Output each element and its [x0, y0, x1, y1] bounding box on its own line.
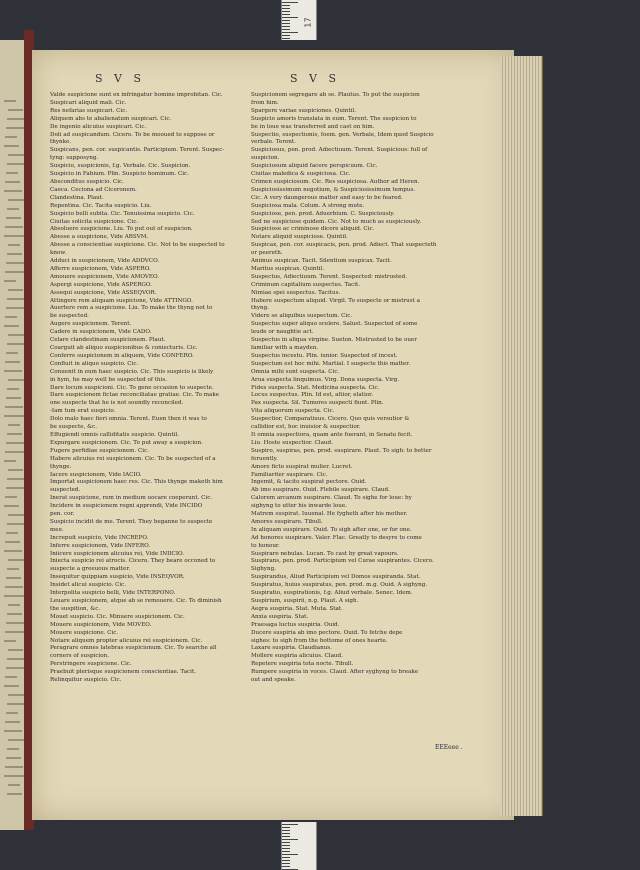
text-line: Laxare suspiria. Claudianus. — [251, 645, 332, 652]
text-line: out and speake. — [251, 677, 296, 684]
facing-page-line — [6, 757, 21, 759]
text-line: Suspicio amoris translata in eum. Terent. The suspicion to — [251, 115, 417, 122]
text-line: Suspectum est hoc mihi. Martial. I suspecte this matter. — [251, 360, 411, 367]
running-head-right: S V S — [290, 72, 341, 85]
bottom-scale-ruler — [281, 822, 317, 870]
facing-page-line — [6, 577, 21, 579]
facing-page-line — [6, 172, 18, 174]
facing-page-line — [7, 118, 25, 120]
text-line: Suspicari aliquid mali. Cic. — [50, 99, 127, 106]
text-line: Suspiciosum aliquid facere perspicuum. Cic. — [251, 163, 378, 170]
text-line: Aliquem abs te abalienatum suspicari. Cic. — [50, 115, 172, 122]
text-line: Suspirandus, Aliud Participium vel Domos suspiranda. Stat. — [251, 574, 421, 581]
text-line: know. — [50, 250, 67, 257]
text-line: Interpolita suspicio belli, Vide INTERPONO. — [50, 590, 176, 597]
text-line: Peragrare omnes latebras suspicionum. Cic. To searche all — [50, 645, 217, 652]
text-line: be suspecte, &c. — [50, 424, 98, 431]
text-line: Increpuit suspicio, Vide INCREPO. — [50, 534, 149, 541]
text-line: Iniecta suspicio rei atrocis. Cicero. They beare occoned to — [50, 558, 216, 565]
text-line: familiar with a mayden. — [251, 345, 319, 351]
text-line: Arua suspecta linquimus. Virg. Dona suspecta. Virg. — [251, 376, 400, 383]
facing-page-line — [7, 253, 22, 255]
ruler-tick — [282, 851, 290, 852]
facing-page-line — [4, 640, 16, 642]
facing-page-line — [7, 568, 19, 570]
text-line: Aspergi suspicione, Vide ASPERGO. — [50, 281, 152, 288]
text-line: Insidet alicui suspicio. Cic. — [50, 582, 127, 589]
ruler-tick — [282, 845, 290, 846]
text-line: Fides suspecta. Stat. Medicina suspecta. Cic. — [251, 384, 380, 391]
text-line: Locus suspectus. Plin. Id est, altior, elatior. — [251, 392, 373, 399]
text-line: one suspecte that he is not soundly reconciled. — [50, 400, 184, 407]
text-line: thynge. — [50, 463, 72, 470]
text-line: Repetere suspiria tota nocte. Tibull. — [251, 661, 354, 668]
text-line: Mollere suspiria alicuius. Claud. — [251, 653, 343, 660]
text-line: Suspiratus, huius suspiratus, pen. prod. m.g. Ouid. A sighyng. — [251, 582, 428, 589]
text-line: Suspectior, Comparatiuus. Cicero. Quo quis versutior & — [251, 416, 410, 423]
text-line: Suspirans, pen. prod. Participium vel Curae suspirantes. Cicero. — [251, 558, 434, 565]
text-line: Conferre suspicionem in aliquem, Vide CONFERO. — [50, 352, 194, 359]
text-line: Habere alicuius rei suspicionem. Cic. To be suspected of a — [50, 455, 216, 462]
facing-page-line — [8, 109, 23, 111]
facing-page-line — [6, 622, 24, 624]
facing-page-line — [5, 766, 23, 768]
facing-page-line — [6, 262, 24, 264]
text-line: leude or naughtie act. — [251, 329, 314, 336]
ruler-tick — [282, 830, 290, 831]
text-line: Conuenit in eum haec suspicio. Cic. This suspicio is likely — [50, 368, 214, 375]
text-line: Iacere suspicionem, Vide IACIO. — [50, 471, 142, 478]
ruler-tick — [282, 836, 290, 837]
facing-page-line — [5, 541, 20, 543]
facing-page-line — [4, 370, 22, 372]
text-line: Fugere perfidiae suspicionem. Cic. — [50, 447, 149, 454]
text-line: Dolo malo haec fieri omnia. Terent. Euen then it was to — [50, 416, 207, 423]
facing-page-line — [4, 595, 25, 597]
text-line: the suspition, &c. — [50, 605, 101, 612]
facing-page-line — [6, 217, 21, 219]
text-line: Matrem suspirat. Iuuenal. He fygheth after his mother. — [251, 511, 408, 518]
text-line: thyng. — [251, 305, 269, 312]
text-line: Notare aliquem propter alicuius rei suspicionem. Cic. — [50, 637, 203, 644]
ruler-tick — [282, 2, 298, 3]
ruler-tick — [282, 842, 290, 843]
text-line: Caeca. Ceciona ad Ciceronem. — [50, 186, 137, 193]
text-line: sighyng to utter his inwarde loue. — [251, 503, 347, 510]
ruler-tick — [282, 863, 290, 864]
text-line: Vita aliquorum suspecta. Cic. — [251, 408, 335, 415]
facing-page-line — [4, 550, 22, 552]
text-line: Animus suspicax. Tacit. Silentium suspicax. Tacit. — [251, 258, 392, 265]
text-line: Crimen suspiciosum. Cic. Res suspiciosa. Author ad Heren. — [251, 178, 420, 185]
text-line: Dare locum suspicioni. Cic. To gene occasion to suspecte. — [50, 384, 214, 391]
ruler-tick — [282, 32, 298, 33]
facing-page-line — [7, 388, 19, 390]
facing-page-line — [5, 316, 17, 318]
facing-page-line — [4, 505, 19, 507]
text-line: Suspicio in Fabium. Plin. Suspicio hominum. Cic. — [50, 171, 189, 178]
facing-page-line — [7, 433, 22, 435]
facing-page-line — [4, 730, 22, 732]
text-line: Spargere variae suspiciones. Quintil. — [251, 107, 356, 114]
facing-page-line — [4, 685, 19, 687]
ruler-tick — [282, 23, 290, 24]
text-line: Suspicax, pen. cor. suspicacis, pen. prod. Adiect. That suspecteth — [251, 242, 437, 249]
ruler-tick — [282, 20, 290, 21]
ruler-tick — [282, 11, 290, 12]
text-line: Suspicans, pen. cor. suspicantis. Participium. Terent. Suspec- — [50, 147, 225, 154]
text-line: corners of suspicion. — [50, 653, 110, 660]
facing-page-line — [4, 280, 16, 282]
text-line: Suspiciosissimum negotium, & Suspiciosissimum tempus. — [251, 186, 416, 193]
text-line: Adduci in suspicionem, Vide ADDVCO. — [50, 258, 160, 265]
text-line: Clandestina. Plaut. — [50, 194, 104, 201]
facing-page-line — [4, 235, 25, 237]
text-line: Mouet suspicio. Cic. Minuere suspicionem. Cic. — [50, 613, 185, 620]
text-line: Criminum capitalium suspectus. Tacit. — [251, 281, 361, 288]
facing-page-line — [5, 496, 17, 498]
ruler-tick — [282, 26, 290, 27]
top-scale-ruler — [281, 0, 317, 40]
text-line: Abesse a conscientiae suspicione. Cic. Not to be suspected to — [50, 242, 225, 249]
ruler-tick — [282, 35, 290, 36]
text-line: Aegra suspiria. Stat. Muta. Stat. — [251, 605, 343, 612]
text-line: sighes: to sigh from the bottome of ones hearte. — [251, 637, 388, 644]
text-line: Assequi suspicione, Vide ASSEQVOR. — [50, 289, 157, 296]
ruler-tick — [282, 824, 298, 825]
facing-page-line — [5, 226, 23, 228]
text-line: Amores suspirare. Tibull. — [251, 518, 323, 525]
facing-page-line — [8, 649, 23, 651]
text-line: Importat suspicionem haec res. Cic. This thynge maketh him — [50, 479, 223, 486]
text-line: Suspicionem segregare ab se. Plautus. To put the suspicion — [251, 92, 420, 98]
text-line: from him. — [251, 99, 279, 106]
text-line: Suspectio, suspectionis, foem. gen. Verbale, Idem quod Suspicio — [251, 131, 434, 138]
text-line: Suspectus incestu. Plin. iunior. Suspected of incest. — [251, 352, 398, 359]
text-line: Ab imo suspirare. Ouid. Flebile suspirare. Claud. — [251, 487, 390, 494]
facing-page-line — [7, 298, 25, 300]
text-line: Absconditus suspicio. Cic. — [50, 178, 124, 185]
text-line: thynke. — [50, 139, 72, 146]
text-line: Amore ficto suspirat mulier. Lucret. — [251, 463, 353, 470]
text-line: be suspected. — [50, 313, 89, 320]
text-line: Suspicio incidit de me. Terent. They beganne to suspecte — [50, 518, 213, 525]
facing-page-line — [5, 676, 17, 678]
text-line: Celare clandestinam suspicionem. Plaut. — [50, 337, 166, 344]
text-line: Amouere suspicionem, Vide AMOVEO. — [50, 273, 159, 280]
text-line: Rumpere suspiria in voces. Claud. After syghyng to breake — [251, 669, 419, 676]
ruler-tick — [282, 833, 290, 834]
facing-page-line — [7, 208, 19, 210]
facing-page-line — [4, 775, 25, 777]
text-line: Absoluere suspicione. Liu. To put out of suspicion. — [50, 226, 193, 233]
text-line: Nimiae spei suspectus. Tacitus. — [251, 289, 341, 296]
facing-page-line — [8, 469, 23, 471]
facing-page-line — [6, 532, 18, 534]
facing-page-line — [7, 478, 25, 480]
text-line: -Iam tum erat suspicio. — [50, 408, 116, 415]
text-line: Valde suspicione sunt ex infringatur homine improbitan. Cic. — [50, 92, 223, 98]
facing-page-line — [7, 658, 25, 660]
facing-page-line — [4, 145, 19, 147]
facing-page-line — [7, 613, 22, 615]
text-line: Suspiratio, suspirationis, f.g. Aliud verbale. Senec. Idem. — [251, 590, 413, 597]
text-line: Res nefarias suspicari. Cic. — [50, 107, 128, 114]
text-line: Suspiciose, pen. prod. Aduerbium. C. Suspiciously. — [251, 210, 395, 217]
text-line: Dare suspicionem fictae reconciliatae gratiae. Cic. To make — [50, 392, 220, 399]
text-line: Afferre suspicionem, Vide ASPERO. — [50, 265, 151, 272]
ruler-tick — [282, 866, 290, 867]
text-line: Repentina. Cic. Tacita suspicio. Liu. — [50, 202, 152, 209]
facing-page-line — [8, 289, 23, 291]
ruler-tick — [282, 8, 290, 9]
text-line: Omnia mihi sunt suspecta. Cic. — [251, 368, 340, 375]
text-line: Suspiciosa mala. Colum. A strong mute. — [251, 202, 365, 209]
text-line: Ingemit, & tacito suspirat pectore. Ouid. — [251, 479, 367, 486]
facing-page-line — [4, 190, 22, 192]
text-line: Habere suspectum aliquid. Virgil. To suspecte or mistrust a — [251, 297, 420, 304]
ruler-number: 17 — [303, 17, 313, 28]
text-line: Incidere in suspicionem regni apprendi, Vide INCIDO — [50, 503, 203, 510]
text-line: Ad honores suspirare. Valer. Flac. Greatly to desyre to come — [251, 534, 422, 541]
ruler-tick — [282, 38, 290, 39]
text-line: Praebuit plerisque suspicionem conscientiae. Tacit. — [50, 669, 196, 676]
text-line: Ducere suspiria ab imo pectore. Ouid. To fetche depe — [251, 629, 403, 636]
text-line: It omnia suspectiora, quam ante fuerant, in Senatu fecit. — [251, 431, 413, 438]
ruler-tick — [282, 14, 290, 15]
text-line: Augere suspicionem. Terent. — [50, 321, 132, 328]
text-line: Cic. A very daungerous matter and easy to be feared. — [251, 194, 403, 201]
text-line: Suspicio belli subita. Cic. Tenuissima suspicio. Cic. — [50, 210, 195, 217]
text-line: tyng: supposyng. — [50, 155, 99, 162]
ruler-tick — [282, 839, 298, 840]
facing-page-line — [5, 136, 17, 138]
text-line: In aliquam suspirare. Ouid. To sigh after one, or for one. — [251, 526, 412, 533]
text-line: Relinquitur suspicio. Cic. — [50, 677, 122, 684]
facing-page-line — [8, 784, 20, 786]
facing-page-line — [6, 352, 18, 354]
text-line: Abesse a suspicione, Vide ABSVM. — [50, 234, 149, 241]
text-line: pen. cor. — [50, 511, 75, 518]
text-line: mee. — [50, 526, 64, 533]
text-line: Attingere rem aliquam suspicione, Vide ATTINGO. — [50, 297, 193, 304]
facing-page-line — [4, 325, 19, 327]
facing-page-line — [5, 586, 23, 588]
text-line: or peereth. — [251, 250, 283, 257]
facing-page-line — [8, 244, 20, 246]
facing-page-line — [7, 748, 19, 750]
text-line: Insequitur quippiam suspicio, Vide INSEQVOR. — [50, 574, 185, 581]
text-line: be in loue was transferred and cast on him. — [251, 123, 375, 130]
text-line: feruently. — [251, 455, 278, 462]
facing-page-line — [5, 271, 26, 273]
facing-page-line — [8, 604, 20, 606]
text-line: Pax suspecta. Sil. Tumores suspecti fiunt. Plin. — [251, 400, 384, 407]
facing-page-line — [4, 415, 25, 417]
text-line: Suspiciose ac criminose dicere aliquid. Cic. — [251, 226, 375, 233]
facing-page-line — [6, 442, 24, 444]
text-line: Inerat suspicione, rem in medium uocare coeperunt. Cic. — [50, 495, 213, 502]
text-line: Ciuitas maledica & suspiciosa. Cic. — [251, 171, 351, 178]
text-line: Suspirare nebulas. Lucan. To cast by great vapours. — [251, 550, 399, 557]
text-line: to honour. — [251, 542, 280, 549]
text-line: suspecte a greeuous matter. — [50, 566, 131, 573]
text-line: Liu. Hoste suspectior. Claud. — [251, 439, 333, 446]
facing-page-line — [4, 460, 16, 462]
ruler-tick — [282, 848, 290, 849]
text-line: Leuare suspicionem, atque ab se remouere. Cic. To diminish — [50, 598, 222, 604]
text-line: Perstringere suspicione. Cic. — [50, 661, 132, 668]
ruler-tick — [282, 854, 298, 855]
ruler-tick — [282, 827, 290, 828]
text-line: Calorem arcanum suspirare. Claud. To sighe for loue: by — [251, 495, 412, 502]
text-line: Mouere suspicionem, Vide MOVEO. — [50, 621, 152, 628]
text-line: Suspiro, suspiras, pen. prod. suspirare. Plaut. To sigh: to better — [251, 447, 432, 454]
text-line: verbale. Terent. — [251, 139, 296, 146]
text-line: Cadere in suspicionem, Vide CADO. — [50, 329, 152, 336]
text-line: Notare aliquid suspiciose. Quintil. — [251, 234, 348, 241]
facing-page-line — [5, 721, 20, 723]
text-line: Suspectus super aliquo scelere. Salust. Suspected of some — [251, 321, 418, 328]
text-line: Suspicio, suspicionis, f.g. Verbale. Cic. Suspicion. — [50, 163, 191, 170]
facing-page-line — [7, 793, 22, 795]
facing-page-line — [5, 181, 20, 183]
left-text-column — [50, 92, 260, 685]
text-line: Familiariter suspirare. Cic. — [251, 471, 328, 478]
facing-page-line — [4, 100, 16, 102]
text-line: in hym, he may well be suspected of this. — [50, 376, 167, 383]
text-line: Ciuitas solicita suspicione. Cic. — [50, 218, 139, 225]
facing-page-line — [5, 361, 20, 363]
text-line: Confluit in aliquo suspicio. Cic. — [50, 360, 139, 367]
running-head-left: S V S — [95, 72, 146, 85]
text-line: suspicion. — [251, 155, 280, 162]
text-line: Suspectus, Adiectiuum. Terent. Suspected: mistrusted. — [251, 273, 407, 280]
text-line: Doli ad suspicandum. Cicero. To be mooued to suppose or — [50, 131, 215, 138]
facing-page-line — [5, 406, 23, 408]
facing-page-line — [5, 631, 26, 633]
ruler-tick — [282, 857, 290, 858]
text-line: Iniicere suspicionem alicuius rei, Vide INIICIO. — [50, 550, 185, 557]
facing-page-line — [6, 712, 18, 714]
text-line: Videre se aliquibus suspectum. Cic. — [251, 313, 353, 320]
text-line: Expurgare suspicionem. Cic. To put away a suspicion. — [50, 439, 203, 446]
text-line: Praesaga luctus suspiria. Ouid. — [251, 621, 340, 628]
text-line: Coarguit ab aliquo suspicionibus & coniecturis. Cic. — [50, 345, 198, 351]
text-line: Inferre suspicionem, Vide INFERO. — [50, 542, 151, 549]
text-line: callidior est, hoc inuisior & suspectior. — [251, 424, 361, 431]
text-line: Sed ne suspiciose quidem. Cic. Not to much as suspiciously. — [251, 218, 422, 225]
text-line: Mouere suspicione. Cic. — [50, 629, 119, 636]
text-line: Maritus suspicax. Quintil. — [251, 265, 325, 272]
page-fore-edge — [500, 56, 543, 816]
text-line: Suspectus in aliqua virgine. Sueton. Mistrusted to be ouer — [251, 337, 417, 344]
text-line: Anxia suspiria. Stat. — [251, 613, 309, 620]
ruler-tick — [282, 5, 290, 6]
text-line: Sighyng. — [251, 566, 276, 573]
text-line: Effugiendi omnis calliditatis suspicio. Quintil. — [50, 431, 179, 438]
ruler-tick — [282, 17, 298, 18]
catchword: EEEeee . — [435, 744, 463, 751]
facing-page-line — [8, 424, 20, 426]
ruler-tick — [282, 29, 290, 30]
text-line: Auertere rem a suspicione. Liu. To make the thyng not to — [50, 305, 213, 312]
facing-page-line — [5, 451, 26, 453]
facing-page-line — [6, 397, 21, 399]
right-text-column — [251, 92, 466, 685]
text-line: suspected. — [50, 487, 81, 494]
text-line: Suspirium, suspirii, n.g. Plaut. A sigh. — [251, 598, 359, 604]
text-line: De ingenio alicuius suspicari. Cic. — [50, 123, 147, 130]
text-line: Suspiciosus, pen. prod. Adiectiuum. Terent. Suspicious: full of — [251, 147, 428, 154]
ruler-tick — [282, 860, 290, 861]
